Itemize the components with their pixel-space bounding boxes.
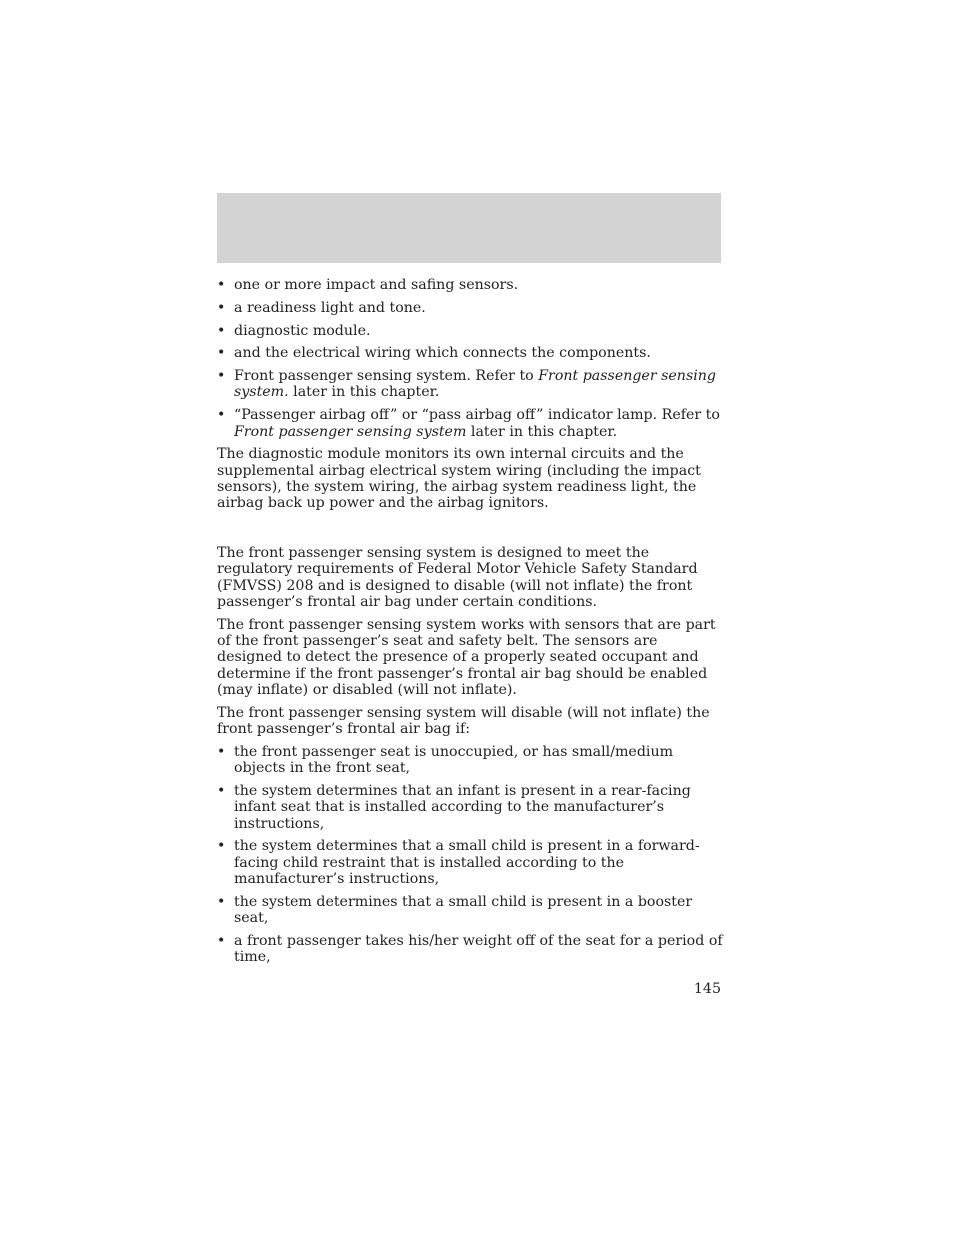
section-spacer [217, 518, 723, 545]
list-item [217, 744, 723, 777]
list-item-text: the system determines that a small child is present in a booster seat, [234, 893, 693, 926]
list-item [217, 407, 723, 440]
list-item-text: the front passenger seat is unoccupied, or has small/medium objects in the front seat, [234, 743, 674, 777]
chapter-header-band [217, 193, 721, 263]
diagnostic-paragraph: The diagnostic module monitors its own internal circuits and the supplemental airbag electrical system wiring (including the impact sensors), the system wiring, the airbag system readiness light, the airbag back up power and the airbag ignitors. [217, 446, 701, 512]
list-item-text: Front passenger sensing system. Refer to [234, 368, 539, 385]
page-body [217, 277, 723, 972]
bullet-glyph: • [217, 838, 226, 855]
list-item-text: later in this chapter. [466, 423, 618, 440]
list-item [217, 300, 723, 316]
sensing-paragraph-2: The front passenger sensing system works with sensors that are part of the front passenger’s seat and safety belt. The sensors are designed to detect the presence of a properly seated occupant and determine if the front passenger’s frontal air bag should be enabled (may inflate) or disabled (will not inflate). [217, 616, 716, 698]
list-item [217, 368, 723, 401]
list-item [217, 838, 723, 887]
list-item-text: the system determines that a small child is present in a forward-facing child restraint that is installed according to the manufacturer’s instructions, [234, 838, 700, 887]
bullet-glyph: • [217, 322, 226, 339]
bullet-glyph: • [217, 368, 226, 385]
bullet-glyph: • [217, 407, 226, 424]
bullet-glyph: • [217, 277, 226, 293]
list-item-text: the system determines that an infant is present in a rear-facing infant seat that is installed according to the manufacturer’s instructions, [234, 782, 691, 832]
airbag-components-list [217, 277, 723, 440]
bullet-glyph: • [217, 743, 226, 760]
list-item [217, 277, 723, 293]
list-item-text: one or more impact and safing sensors. [234, 277, 519, 293]
list-item-text: and the electrical wiring which connects the components. [234, 345, 651, 362]
cross-reference: Front passenger sensing system [234, 423, 467, 440]
disable-conditions-list [217, 744, 723, 966]
list-item-text: later in this chapter. [288, 384, 440, 401]
list-item-text: diagnostic module. [234, 322, 371, 339]
list-item [217, 783, 723, 832]
cross-reference: Front passenger sensing system. [234, 368, 716, 401]
page-number: 145 [693, 981, 721, 997]
list-item [217, 345, 723, 361]
bullet-glyph: • [217, 932, 226, 949]
list-item-text: “Passenger airbag off” or “pass airbag off” indicator lamp. Refer to [234, 407, 720, 424]
list-item [217, 323, 723, 339]
list-item-text: a readiness light and tone. [234, 299, 426, 316]
sensing-paragraph-3: The front passenger sensing system will disable (will not inflate) the front passenger’s frontal air bag if: [217, 704, 710, 738]
bullet-glyph: • [217, 893, 226, 910]
bullet-glyph: • [217, 345, 226, 362]
list-item [217, 933, 723, 966]
bullet-glyph: • [217, 299, 226, 316]
list-item [217, 894, 723, 927]
sensing-paragraph-1: The front passenger sensing system is designed to meet the regulatory requirements of Federal Motor Vehicle Safety Standard (FMVSS) 208 and is designed to disable (will not inflate) the front passenger’s frontal air bag under certain conditions. [217, 545, 698, 610]
bullet-glyph: • [217, 782, 226, 799]
list-item-text: a front passenger takes his/her weight off of the seat for a period of time, [234, 932, 723, 966]
